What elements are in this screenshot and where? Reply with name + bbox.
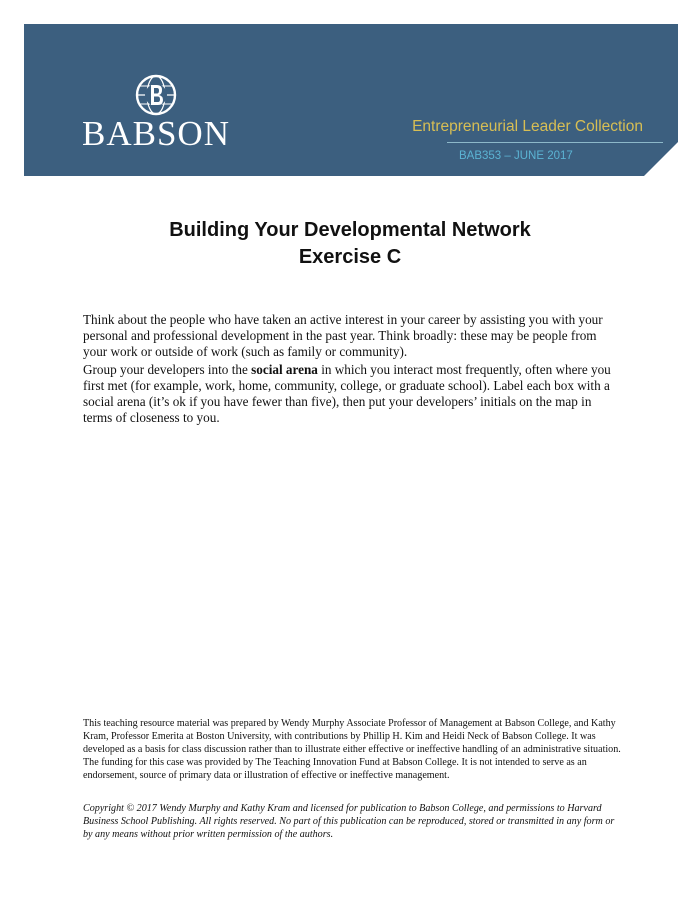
instructions-paragraph-2 [83, 362, 621, 426]
paragraph-2-lead: Group your developers into the [83, 362, 252, 377]
case-number: BAB353 – JUNE 2017 [459, 150, 573, 162]
paragraph-2-rest: in which you interact most frequently, often where you first met (for example, work, home, community, college, or graduate school). Label each box with a social arena (it’s ok if you have fewer than five), then put your developers’ initials on the map in terms of closeness to you. [83, 362, 611, 425]
instructions-paragraph-1: Think about the people who have taken an active interest in your career by assisting you with your personal and professional development in the past year. Think broadly: these may be people from your work or outside of work (such as family or community). [83, 312, 603, 359]
babson-globe-logo-icon [135, 74, 177, 116]
banner-background [24, 24, 678, 176]
collection-name: Entrepreneurial Leader Collection [412, 118, 643, 135]
header-divider [447, 142, 663, 143]
document-title: Building Your Developmental Network [169, 219, 531, 241]
document-subtitle: Exercise C [298, 246, 402, 268]
header-banner [24, 24, 678, 176]
social-arena-term: social arena [251, 362, 318, 377]
teaching-note: This teaching resource material was prepared by Wendy Murphy Associate Professor of Management at Babson College, and Kathy Kram, Professor Emerita at Boston University, with contributions by Phillip H. Kim and Heidi Neck of Babson College. It was developed as a basis for class discussion rather than to illustrate either effective or ineffective handling of an administrative situation. The funding for this case was provided by The Teaching Innovation Fund at Babson College. It is not intended to serve as an endorsement, source of primary data or illustration of effective or ineffective management. [83, 718, 621, 782]
copyright-notice: Copyright © 2017 Wendy Murphy and Kathy Kram and licensed for publication to Babson College, and permissions to Harvard Business School Publishing. All rights reserved. No part of this publication can be reproduced, stored or transmitted in any form or by any means without prior written permission of the authors. [83, 803, 615, 841]
brand-wordmark: BABSON [82, 114, 230, 153]
